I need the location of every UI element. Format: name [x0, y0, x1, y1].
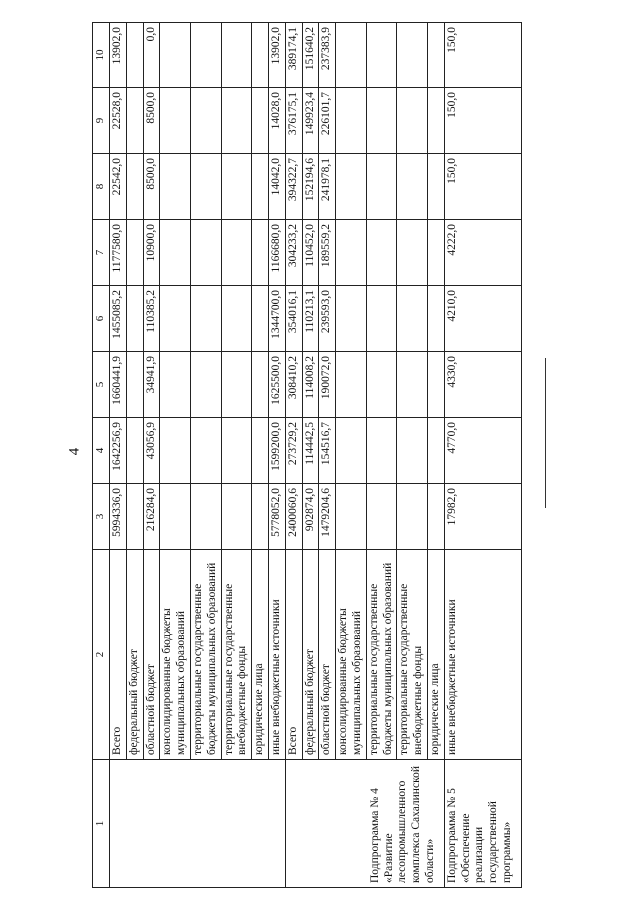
table-row [444, 23, 521, 888]
value-cell: 241978,1 [319, 154, 336, 220]
value-cell: 154516,7 [319, 418, 336, 484]
value-cell: 110385,2 [143, 286, 160, 352]
value-cell: 1625500,0 [268, 352, 285, 418]
value-cell: 1177580,0 [110, 220, 127, 286]
value-cell [190, 220, 221, 286]
value-cell: 5994336,0 [110, 484, 127, 550]
funding-source-cell: территориальные государственные внебюджетные фонды [221, 550, 252, 760]
funding-source-cell: Всего [285, 550, 302, 760]
column-header: 1 [93, 760, 110, 888]
value-cell: 190072,0 [319, 352, 336, 418]
value-cell [221, 418, 252, 484]
value-cell [427, 418, 444, 484]
value-cell: 34941,9 [143, 352, 160, 418]
funding-source-cell: иные внебюджетные источники [268, 550, 285, 760]
value-cell: 376175,1 [285, 88, 302, 154]
value-cell [397, 418, 428, 484]
program-label-cell: Подпрограмма № 5 «Обеспечение реализации государственной программы» [444, 760, 521, 888]
value-cell [427, 88, 444, 154]
table-row [221, 23, 252, 888]
value-cell [160, 154, 191, 220]
value-cell [126, 286, 143, 352]
value-cell: 1479204,6 [319, 484, 336, 550]
value-cell: 273729,2 [285, 418, 302, 484]
value-cell: 14028,0 [268, 88, 285, 154]
table-row [336, 23, 367, 888]
value-cell [126, 88, 143, 154]
value-cell [252, 484, 269, 550]
table-row [302, 23, 319, 888]
value-cell: 114442,5 [302, 418, 319, 484]
value-cell [366, 154, 397, 220]
funding-source-cell: юридические лица [252, 550, 269, 760]
value-cell [221, 88, 252, 154]
value-cell: 150,0 [444, 23, 521, 88]
value-cell: 110213,1 [302, 286, 319, 352]
value-cell [190, 286, 221, 352]
value-cell [427, 484, 444, 550]
value-cell [160, 286, 191, 352]
value-cell [427, 154, 444, 220]
value-cell [126, 220, 143, 286]
value-cell [160, 88, 191, 154]
value-cell [126, 154, 143, 220]
funding-source-cell: федеральный бюджет [126, 550, 143, 760]
table-row [252, 23, 269, 888]
value-cell [221, 286, 252, 352]
value-cell [336, 418, 367, 484]
value-cell: 43056,9 [143, 418, 160, 484]
value-cell: 902874,0 [302, 484, 319, 550]
value-cell [427, 352, 444, 418]
funding-source-cell: консолидированные бюджеты муниципальных образований [160, 550, 191, 760]
value-cell: 8500,0 [143, 88, 160, 154]
value-cell [252, 352, 269, 418]
value-cell [366, 23, 397, 88]
funding-source-cell: территориальные государственные бюджеты муниципальных образований [190, 550, 221, 760]
value-cell [160, 484, 191, 550]
value-cell [252, 220, 269, 286]
funding-source-cell: Всего [110, 550, 127, 760]
value-cell [126, 352, 143, 418]
value-cell [397, 154, 428, 220]
funding-source-cell: федеральный бюджет [302, 550, 319, 760]
value-cell [427, 286, 444, 352]
value-cell: 237383,9 [319, 23, 336, 88]
value-cell: 22528,0 [110, 88, 127, 154]
value-cell: 1344700,0 [268, 286, 285, 352]
value-cell: 4210,0 [444, 286, 521, 352]
value-cell: 1660441,9 [110, 352, 127, 418]
table-body [110, 23, 522, 888]
value-cell [190, 418, 221, 484]
value-cell: 110452,0 [302, 220, 319, 286]
value-cell: 150,0 [444, 154, 521, 220]
value-cell [336, 220, 367, 286]
value-cell [427, 23, 444, 88]
table-row [160, 23, 191, 888]
value-cell [190, 154, 221, 220]
funding-source-cell: консолидированные бюджеты муниципальных образований [336, 550, 367, 760]
value-cell: 13902,0 [268, 23, 285, 88]
value-cell [366, 418, 397, 484]
value-cell [336, 484, 367, 550]
column-header: 6 [93, 286, 110, 352]
value-cell [126, 418, 143, 484]
table-row [190, 23, 221, 888]
value-cell: 1455085,2 [110, 286, 127, 352]
value-cell [221, 352, 252, 418]
program-label-cell [110, 760, 286, 888]
value-cell [190, 88, 221, 154]
value-cell [366, 484, 397, 550]
value-cell [160, 220, 191, 286]
value-cell: 4330,0 [444, 352, 521, 418]
table-header-row [93, 23, 110, 888]
funding-source-cell: областной бюджет [319, 550, 336, 760]
value-cell [221, 220, 252, 286]
table-row [427, 23, 444, 888]
value-cell: 304233,2 [285, 220, 302, 286]
value-cell [427, 220, 444, 286]
value-cell [366, 286, 397, 352]
value-cell: 216284,0 [143, 484, 160, 550]
value-cell: 354016,1 [285, 286, 302, 352]
value-cell [397, 286, 428, 352]
funding-source-cell: территориальные государственные бюджеты муниципальных образований [366, 550, 397, 760]
value-cell: 226101,7 [319, 88, 336, 154]
value-cell [366, 220, 397, 286]
value-cell [160, 23, 191, 88]
column-header: 3 [93, 484, 110, 550]
value-cell [126, 23, 143, 88]
value-cell: 150,0 [444, 88, 521, 154]
value-cell: 114008,2 [302, 352, 319, 418]
table-row [285, 23, 302, 888]
value-cell: 13902,0 [110, 23, 127, 88]
column-header: 7 [93, 220, 110, 286]
table-row [366, 23, 397, 888]
table-row [126, 23, 143, 888]
value-cell [336, 352, 367, 418]
value-cell [397, 220, 428, 286]
value-cell: 8500,0 [143, 154, 160, 220]
column-header: 9 [93, 88, 110, 154]
value-cell [397, 88, 428, 154]
value-cell [126, 484, 143, 550]
funding-source-cell: областной бюджет [143, 550, 160, 760]
value-cell [336, 154, 367, 220]
value-cell: 4222,0 [444, 220, 521, 286]
value-cell: 149923,4 [302, 88, 319, 154]
value-cell: 14042,0 [268, 154, 285, 220]
value-cell [190, 484, 221, 550]
program-label-cell: Подпрограмма № 4 «Развитие лесопромышленного комплекса Сахалинской области» [285, 760, 444, 888]
value-cell: 5778052,0 [268, 484, 285, 550]
funding-source-cell: территориальные государственные внебюджетные фонды [397, 550, 428, 760]
table-row [397, 23, 428, 888]
value-cell [336, 88, 367, 154]
column-header: 10 [93, 23, 110, 88]
value-cell: 152194,6 [302, 154, 319, 220]
value-cell [190, 23, 221, 88]
value-cell: 0,0 [143, 23, 160, 88]
value-cell [252, 23, 269, 88]
table-row [143, 23, 160, 888]
value-cell [221, 484, 252, 550]
value-cell: 17982,0 [444, 484, 521, 550]
value-cell [336, 286, 367, 352]
funding-source-cell: юридические лица [427, 550, 444, 760]
rule-line [545, 358, 546, 508]
funding-source-cell: иные внебюджетные источники [444, 550, 521, 760]
value-cell [221, 154, 252, 220]
value-cell: 2400060,6 [285, 484, 302, 550]
page-number: 4 [66, 447, 83, 456]
value-cell [160, 352, 191, 418]
budget-table [92, 22, 522, 888]
column-header: 4 [93, 418, 110, 484]
value-cell [397, 484, 428, 550]
value-cell [221, 23, 252, 88]
value-cell: 1642256,9 [110, 418, 127, 484]
value-cell: 22542,0 [110, 154, 127, 220]
rotated-page-content [92, 23, 513, 888]
value-cell [252, 418, 269, 484]
value-cell [190, 352, 221, 418]
value-cell: 1599200,0 [268, 418, 285, 484]
value-cell: 239593,0 [319, 286, 336, 352]
table-row [110, 23, 127, 888]
value-cell [252, 286, 269, 352]
table-row [268, 23, 285, 888]
value-cell [366, 88, 397, 154]
value-cell [160, 418, 191, 484]
column-header: 2 [93, 550, 110, 760]
column-header: 8 [93, 154, 110, 220]
value-cell: 389174,1 [285, 23, 302, 88]
value-cell: 308410,2 [285, 352, 302, 418]
value-cell [336, 23, 367, 88]
column-header: 5 [93, 352, 110, 418]
value-cell [366, 352, 397, 418]
value-cell: 10900,0 [143, 220, 160, 286]
value-cell: 189559,2 [319, 220, 336, 286]
value-cell: 1166680,0 [268, 220, 285, 286]
value-cell [252, 88, 269, 154]
table-row [319, 23, 336, 888]
value-cell [397, 352, 428, 418]
value-cell: 394322,7 [285, 154, 302, 220]
value-cell: 151640,2 [302, 23, 319, 88]
value-cell [252, 154, 269, 220]
value-cell [397, 23, 428, 88]
value-cell: 4770,0 [444, 418, 521, 484]
